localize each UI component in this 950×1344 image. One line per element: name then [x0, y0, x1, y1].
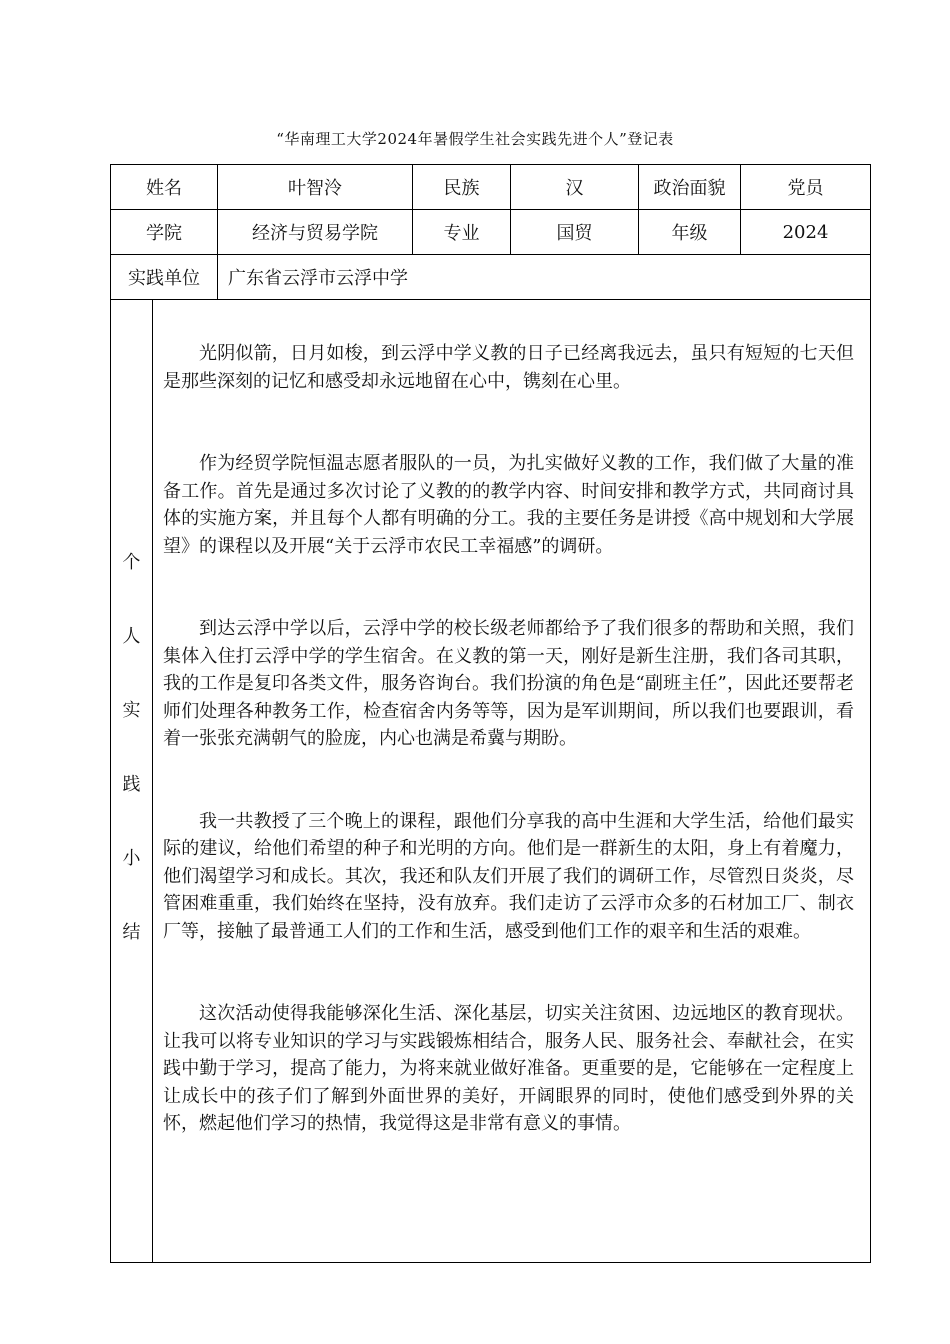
college-value: 经济与贸易学院: [218, 210, 413, 255]
summary-label-char: 实: [122, 700, 141, 721]
summary-paragraph: 我一共教授了三个晚上的课程，跟他们分享我的高中生涯和大学生活，给他们最实际的建议，给他们希望的种子和光明的方向。他们是一群新生的太阳，身上有着魔力，他们渴望学习和成长。其次，我还和队友们开展了我们的调研工作，尽管烈日炎炎，尽管困难重重，我们始终在坚持，没有放弃。我们走访了云浮市众多的石材加工厂、制衣厂等，接触了最普通工人们的工作和生活，感受到他们工作的艰辛和生活的艰难。: [163, 810, 854, 942]
summary-label-char: 小: [122, 848, 141, 869]
summary-label-char: 个: [122, 552, 141, 573]
summary-label-char: 结: [122, 922, 141, 943]
registration-form-table: [110, 164, 871, 1263]
name-value: 叶智泠: [218, 165, 413, 210]
political-status-label: 政治面貌: [639, 165, 741, 210]
summary-label-char: 践: [122, 774, 141, 795]
summary-paragraph: 作为经贸学院恒温志愿者服队的一员，为扎实做好义教的工作，我们做了大量的准备工作。首先是通过多次讨论了义教的的教学内容、时间安排和教学方式，共同商讨具体的实施方案，并且每个人都有明确的分工。我的主要任务是讲授《高中规划和大学展望》的课程以及开展“关于云浮市农民工幸福感”的调研。: [163, 453, 854, 557]
college-label: 学院: [111, 210, 218, 255]
grade-value: 2024: [741, 210, 871, 255]
summary-paragraph: 光阴似箭，日月如梭，到云浮中学义教的日子已经离我远去，虽只有短短的七天但是那些深刻的记忆和感受却永远地留在心中，镌刻在心里。: [163, 343, 854, 392]
summary-paragraph: 到达云浮中学以后，云浮中学的校长级老师都给予了我们很多的帮助和关照，我们集体入住打云浮中学的学生宿舍。在义教的第一天，刚好是新生注册，我们各司其职，我的工作是复印各类文件，服务咨询台。我们扮演的角色是“副班主任”，因此还要帮老师们处理各种教务工作，检查宿舍内务等等，因为是军训期间，所以我们也要跟训，看着一张张充满朝气的脸庞，内心也满是希冀与期盼。: [163, 618, 854, 749]
political-status-value: 党员: [741, 165, 871, 210]
grade-label: 年级: [639, 210, 741, 255]
summary-label-char: 人: [122, 626, 141, 647]
name-label: 姓名: [111, 165, 218, 210]
table-row-unit: [111, 255, 871, 300]
practice-unit-label: 实践单位: [111, 255, 218, 300]
page-title: “华南理工大学2024年暑假学生社会实践先进个人”登记表: [276, 130, 674, 148]
major-value: 国贸: [511, 210, 639, 255]
table-row-summary: [111, 300, 871, 1263]
practice-unit-value: 广东省云浮市云浮中学: [218, 255, 871, 300]
summary-paragraph: 这次活动使得我能够深化生活、深化基层，切实关注贫困、边远地区的教育现状。让我可以将专业知识的学习与实践锻炼相结合，服务人民、服务社会、奉献社会，在实践中勤于学习，提高了能力，为将来就业做好准备。更重要的是，它能够在一定程度上让成长中的孩子们了解到外面世界的美好，开阔眼界的同时，使他们感受到外界的关怀，燃起他们学习的热情，我觉得这是非常有意义的事情。: [163, 1003, 854, 1134]
summary-label: [111, 300, 153, 1263]
ethnicity-label: 民族: [413, 165, 511, 210]
table-row-personal: [111, 165, 871, 210]
ethnicity-value: 汉: [511, 165, 639, 210]
major-label: 专业: [413, 210, 511, 255]
table-row-academic: [111, 210, 871, 255]
summary-body: [153, 300, 871, 1263]
